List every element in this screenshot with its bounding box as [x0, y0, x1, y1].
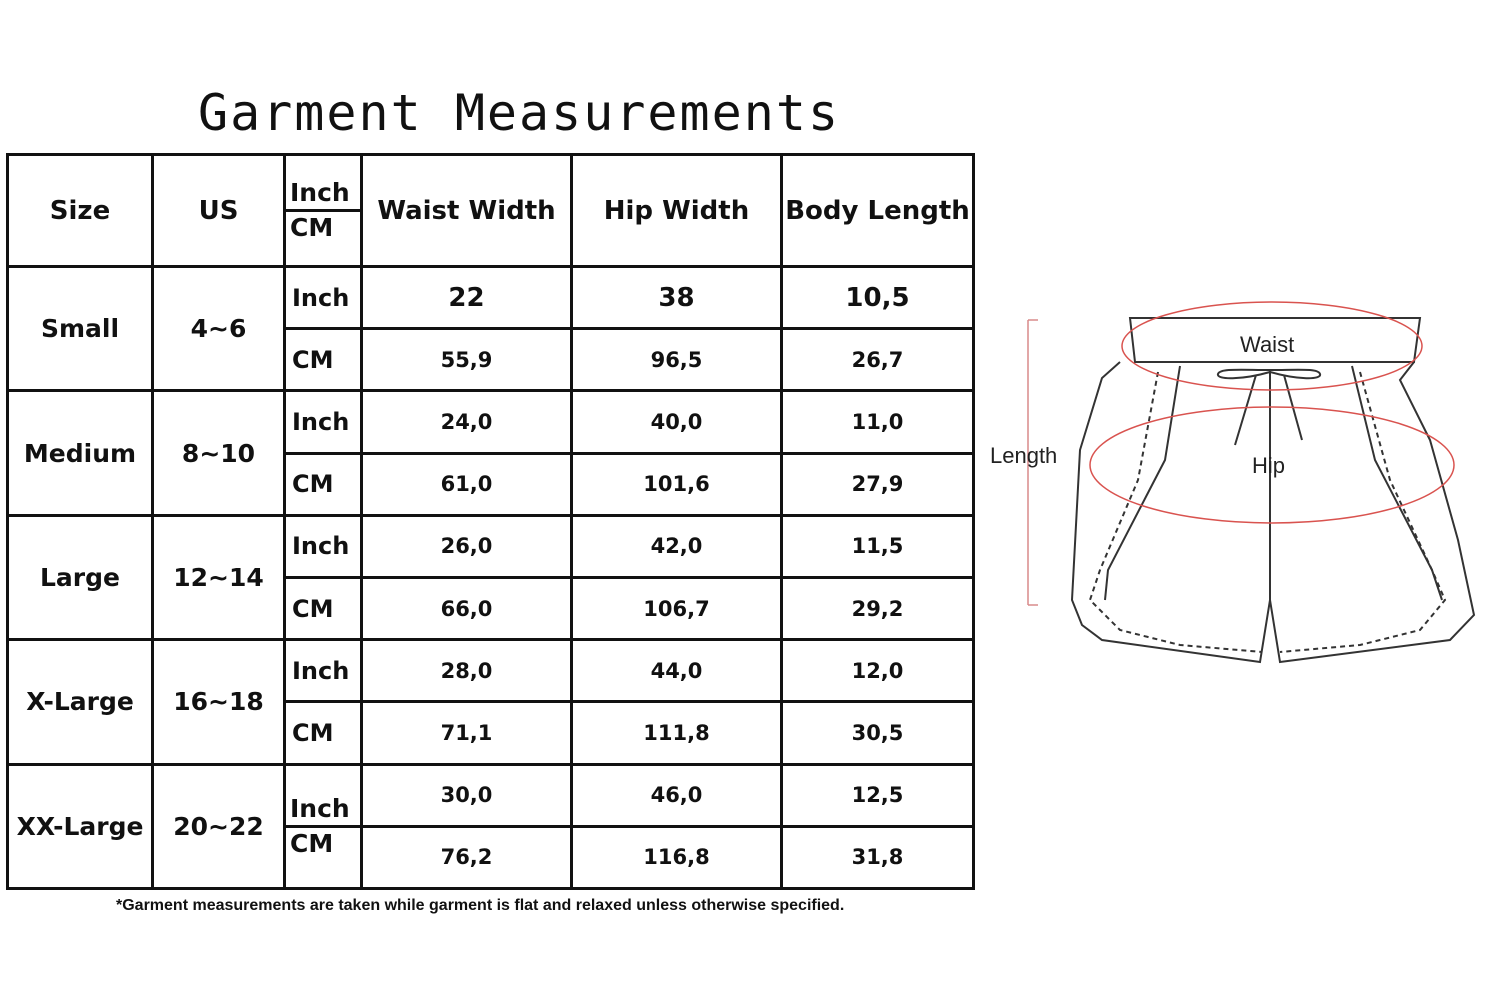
table-cell: 30,0 — [363, 766, 570, 825]
header-us: US — [154, 156, 283, 265]
table-cell: 55,9 — [363, 330, 570, 389]
size-medium: Medium — [9, 392, 151, 513]
table-cell: 76,2 — [363, 828, 570, 887]
table-cell: 71,1 — [363, 703, 570, 762]
table-cell: 28,0 — [363, 641, 570, 700]
table-cell: 46,0 — [573, 766, 780, 825]
table-cell: 101,6 — [573, 455, 780, 514]
table-cell: 44,0 — [573, 641, 780, 700]
header-size: Size — [9, 156, 151, 265]
us-small: 4~6 — [154, 268, 283, 389]
table-cell: 106,7 — [573, 579, 780, 638]
table-cell: 12,5 — [783, 766, 972, 825]
size-large: Large — [9, 517, 151, 638]
size-x-large: X-Large — [9, 641, 151, 762]
us-medium: 8~10 — [154, 392, 283, 513]
table-cell: 12,0 — [783, 641, 972, 700]
footnote: *Garment measurements are taken while garment is flat and relaxed unless otherwise specified. — [116, 897, 845, 914]
page-title: Garment Measurements — [198, 84, 841, 142]
table-cell: 38 — [573, 268, 780, 327]
unit-cm: CM — [286, 703, 360, 762]
table-cell: 116,8 — [573, 828, 780, 887]
unit-inch: Inch — [286, 641, 360, 700]
table-cell: 22 — [363, 268, 570, 327]
unit-cm: CM — [290, 828, 334, 858]
table-cell: 66,0 — [363, 579, 570, 638]
unit-inch: Inch — [286, 517, 360, 576]
shorts-diagram — [980, 300, 1480, 680]
length-label: Length — [990, 443, 1058, 468]
measurement-table — [6, 153, 975, 890]
table-cell: 11,0 — [783, 392, 972, 451]
table-cell: 42,0 — [573, 517, 780, 576]
unit-stack — [286, 766, 360, 887]
table-cell: 29,2 — [783, 579, 972, 638]
table-cell: 11,5 — [783, 517, 972, 576]
header-body-length: Body Length — [783, 156, 972, 265]
table-cell: 111,8 — [573, 703, 780, 762]
size-xx-large: XX-Large — [9, 766, 151, 887]
table-cell: 30,5 — [783, 703, 972, 762]
table-cell: 24,0 — [363, 392, 570, 451]
unit-cm: CM — [286, 455, 360, 514]
table-cell: 26,7 — [783, 330, 972, 389]
table-cell: 26,0 — [363, 517, 570, 576]
unit-cm: CM — [286, 579, 360, 638]
table-cell: 10,5 — [783, 268, 972, 327]
header-unit — [286, 156, 360, 265]
header-unit-cm: CM — [290, 213, 334, 242]
header-unit-inch: Inch — [286, 177, 360, 212]
size-small: Small — [9, 268, 151, 389]
unit-inch: Inch — [286, 268, 360, 327]
table-cell: 31,8 — [783, 828, 972, 887]
table-cell: 40,0 — [573, 392, 780, 451]
hip-label: Hip — [1252, 453, 1286, 478]
unit-cm: CM — [286, 330, 360, 389]
us-large: 12~14 — [154, 517, 283, 638]
table-cell: 27,9 — [783, 455, 972, 514]
unit-inch: Inch — [286, 793, 360, 828]
table-cell: 96,5 — [573, 330, 780, 389]
waist-label: Waist — [1240, 332, 1295, 357]
shorts-outline — [1072, 318, 1474, 662]
header-hip-width: Hip Width — [573, 156, 780, 265]
us-x-large: 16~18 — [154, 641, 283, 762]
us-xx-large: 20~22 — [154, 766, 283, 887]
unit-inch: Inch — [286, 392, 360, 451]
table-cell: 61,0 — [363, 455, 570, 514]
header-waist-width: Waist Width — [363, 156, 570, 265]
